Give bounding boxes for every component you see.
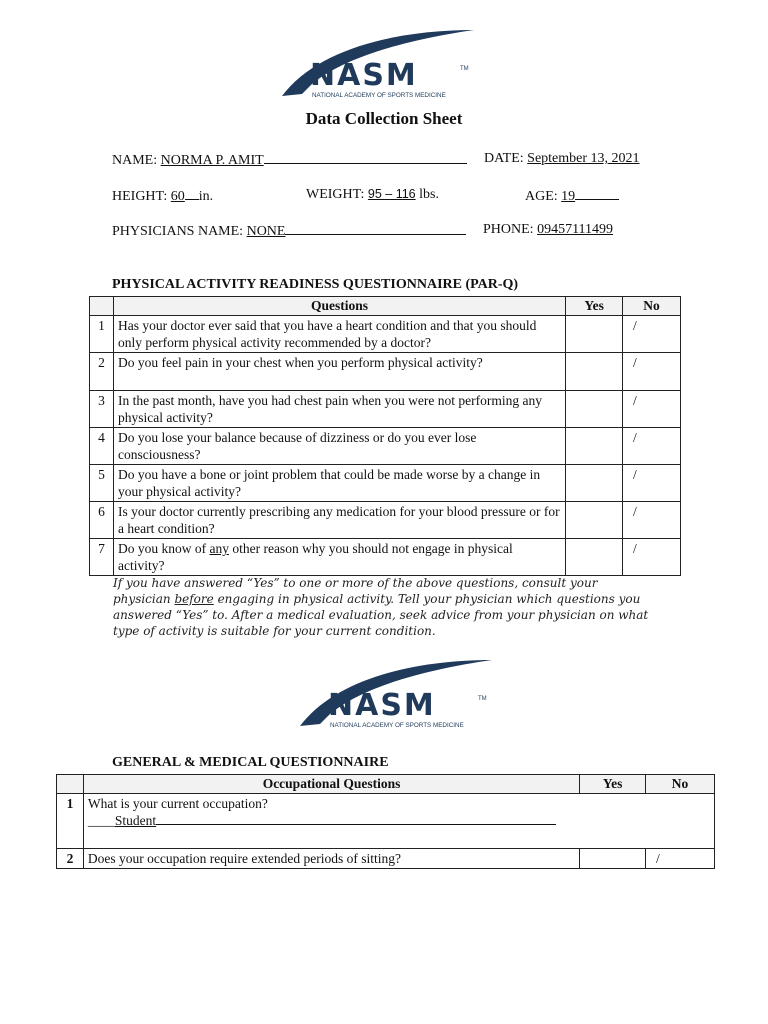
question-text: In the past month, have you had chest pain when you were not performing any physical activity? — [113, 391, 565, 428]
age-blank — [575, 187, 619, 200]
gmq-num-header — [57, 775, 84, 794]
gmq-table — [56, 774, 715, 869]
logo-subtitle: NATIONAL ACADEMY OF SPORTS MEDICINE — [330, 722, 464, 729]
age-value: 19 — [561, 189, 576, 204]
parq-header-row — [90, 297, 681, 316]
parq-num-header — [90, 297, 114, 316]
weight-row: WEIGHT: 95 – 116 lbs. — [306, 187, 439, 202]
row-number: 4 — [90, 428, 114, 465]
occupation-blank — [156, 812, 556, 825]
height-value: 60 — [170, 189, 185, 204]
date-value: September 13, 2021 — [527, 151, 640, 166]
parq-table — [89, 296, 681, 576]
row-number: 1 — [57, 794, 84, 849]
question-text: Has your doctor ever said that you have a heart condition and that you should only perform physical activity recommended by a doctor? — [113, 316, 565, 353]
yes-cell[interactable] — [566, 502, 623, 539]
table-row — [90, 539, 681, 576]
gmq-col-questions: Occupational Questions — [83, 775, 579, 794]
page-title: Data Collection Sheet — [305, 109, 463, 128]
parq-note: If you have answered “Yes” to one or more of the above questions, consult your physician before engaging in physical activity. Tell your physician which questions you answered “Yes” to. After a medical evaluation, seek advice from your physician on what type of activity is suitable for your current condition. — [113, 576, 649, 638]
name-value: NORMA P. AMIT — [160, 153, 264, 168]
yes-cell[interactable] — [566, 391, 623, 428]
logo-subtitle: NATIONAL ACADEMY OF SPORTS MEDICINE — [312, 92, 446, 99]
date-row: DATE: September 13, 2021 — [484, 151, 640, 166]
row-number: 3 — [90, 391, 114, 428]
weight-value: 95 – 116 — [367, 187, 416, 201]
no-cell[interactable]: / — [623, 465, 681, 502]
table-row — [57, 794, 715, 849]
question-text: What is your current occupation? ____Student — [83, 794, 714, 849]
parq-heading: PHYSICAL ACTIVITY READINESS QUESTIONNAIRE (PAR-Q) — [112, 277, 519, 292]
age-row: AGE: 19 — [525, 187, 619, 205]
logo-wordmark: NASM — [310, 58, 418, 93]
question-text: Does your occupation require extended periods of sitting? — [83, 849, 579, 869]
question-text: Do you know of any other reason why you should not engage in physical activity? — [113, 539, 565, 576]
no-cell[interactable]: / — [623, 428, 681, 465]
logo-wordmark: NASM — [328, 688, 436, 723]
no-cell[interactable]: / — [646, 849, 715, 869]
table-row — [90, 502, 681, 539]
table-row — [57, 849, 715, 869]
gmq-heading: GENERAL & MEDICAL QUESTIONNAIRE — [112, 755, 389, 770]
no-cell[interactable]: / — [623, 539, 681, 576]
name-blank — [264, 151, 467, 164]
no-cell[interactable]: / — [623, 502, 681, 539]
yes-cell[interactable] — [580, 849, 646, 869]
table-row — [90, 353, 681, 391]
height-blank — [185, 187, 199, 200]
gmq-header-row — [57, 775, 715, 794]
occupation-answer[interactable]: ____Student — [88, 812, 710, 829]
name-row: NAME: NORMA P. AMIT — [112, 151, 467, 169]
row-number: 1 — [90, 316, 114, 353]
yes-cell[interactable] — [566, 316, 623, 353]
row-number: 2 — [90, 353, 114, 391]
no-cell[interactable]: / — [623, 391, 681, 428]
question-text: Is your doctor currently prescribing any medication for your blood pressure or for a heart condition? — [113, 502, 565, 539]
height-row: HEIGHT: 60 in. — [112, 189, 214, 204]
physician-blank — [285, 222, 466, 235]
parq-col-yes: Yes — [566, 297, 623, 316]
nasm-logo — [296, 658, 496, 732]
table-row — [90, 465, 681, 502]
physician-value: NONE — [246, 224, 286, 239]
question-text: Do you feel pain in your chest when you perform physical activity? — [113, 353, 565, 391]
question-text: Do you have a bone or joint problem that could be made worse by a change in your physical activity? — [113, 465, 565, 502]
logo-tm: TM — [478, 696, 487, 702]
phone-value: 09457111499 — [537, 222, 614, 237]
parq-col-questions: Questions — [113, 297, 565, 316]
no-cell[interactable]: / — [623, 316, 681, 353]
row-number: 7 — [90, 539, 114, 576]
physician-row: PHYSICIANS NAME: NONE — [112, 222, 466, 240]
row-number: 2 — [57, 849, 84, 869]
phone-row: PHONE: 09457111499 — [483, 222, 614, 237]
question-text: Do you lose your balance because of dizziness or do you ever lose consciousness? — [113, 428, 565, 465]
row-number: 5 — [90, 465, 114, 502]
row-number: 6 — [90, 502, 114, 539]
yes-cell[interactable] — [566, 353, 623, 391]
gmq-col-no: No — [646, 775, 715, 794]
yes-cell[interactable] — [566, 539, 623, 576]
gmq-col-yes: Yes — [580, 775, 646, 794]
parq-col-no: No — [623, 297, 681, 316]
table-row — [90, 316, 681, 353]
yes-cell[interactable] — [566, 428, 623, 465]
table-row — [90, 428, 681, 465]
no-cell[interactable]: / — [623, 353, 681, 391]
yes-cell[interactable] — [566, 465, 623, 502]
logo-tm: TM — [460, 66, 469, 72]
table-row — [90, 391, 681, 428]
nasm-logo — [278, 28, 478, 102]
